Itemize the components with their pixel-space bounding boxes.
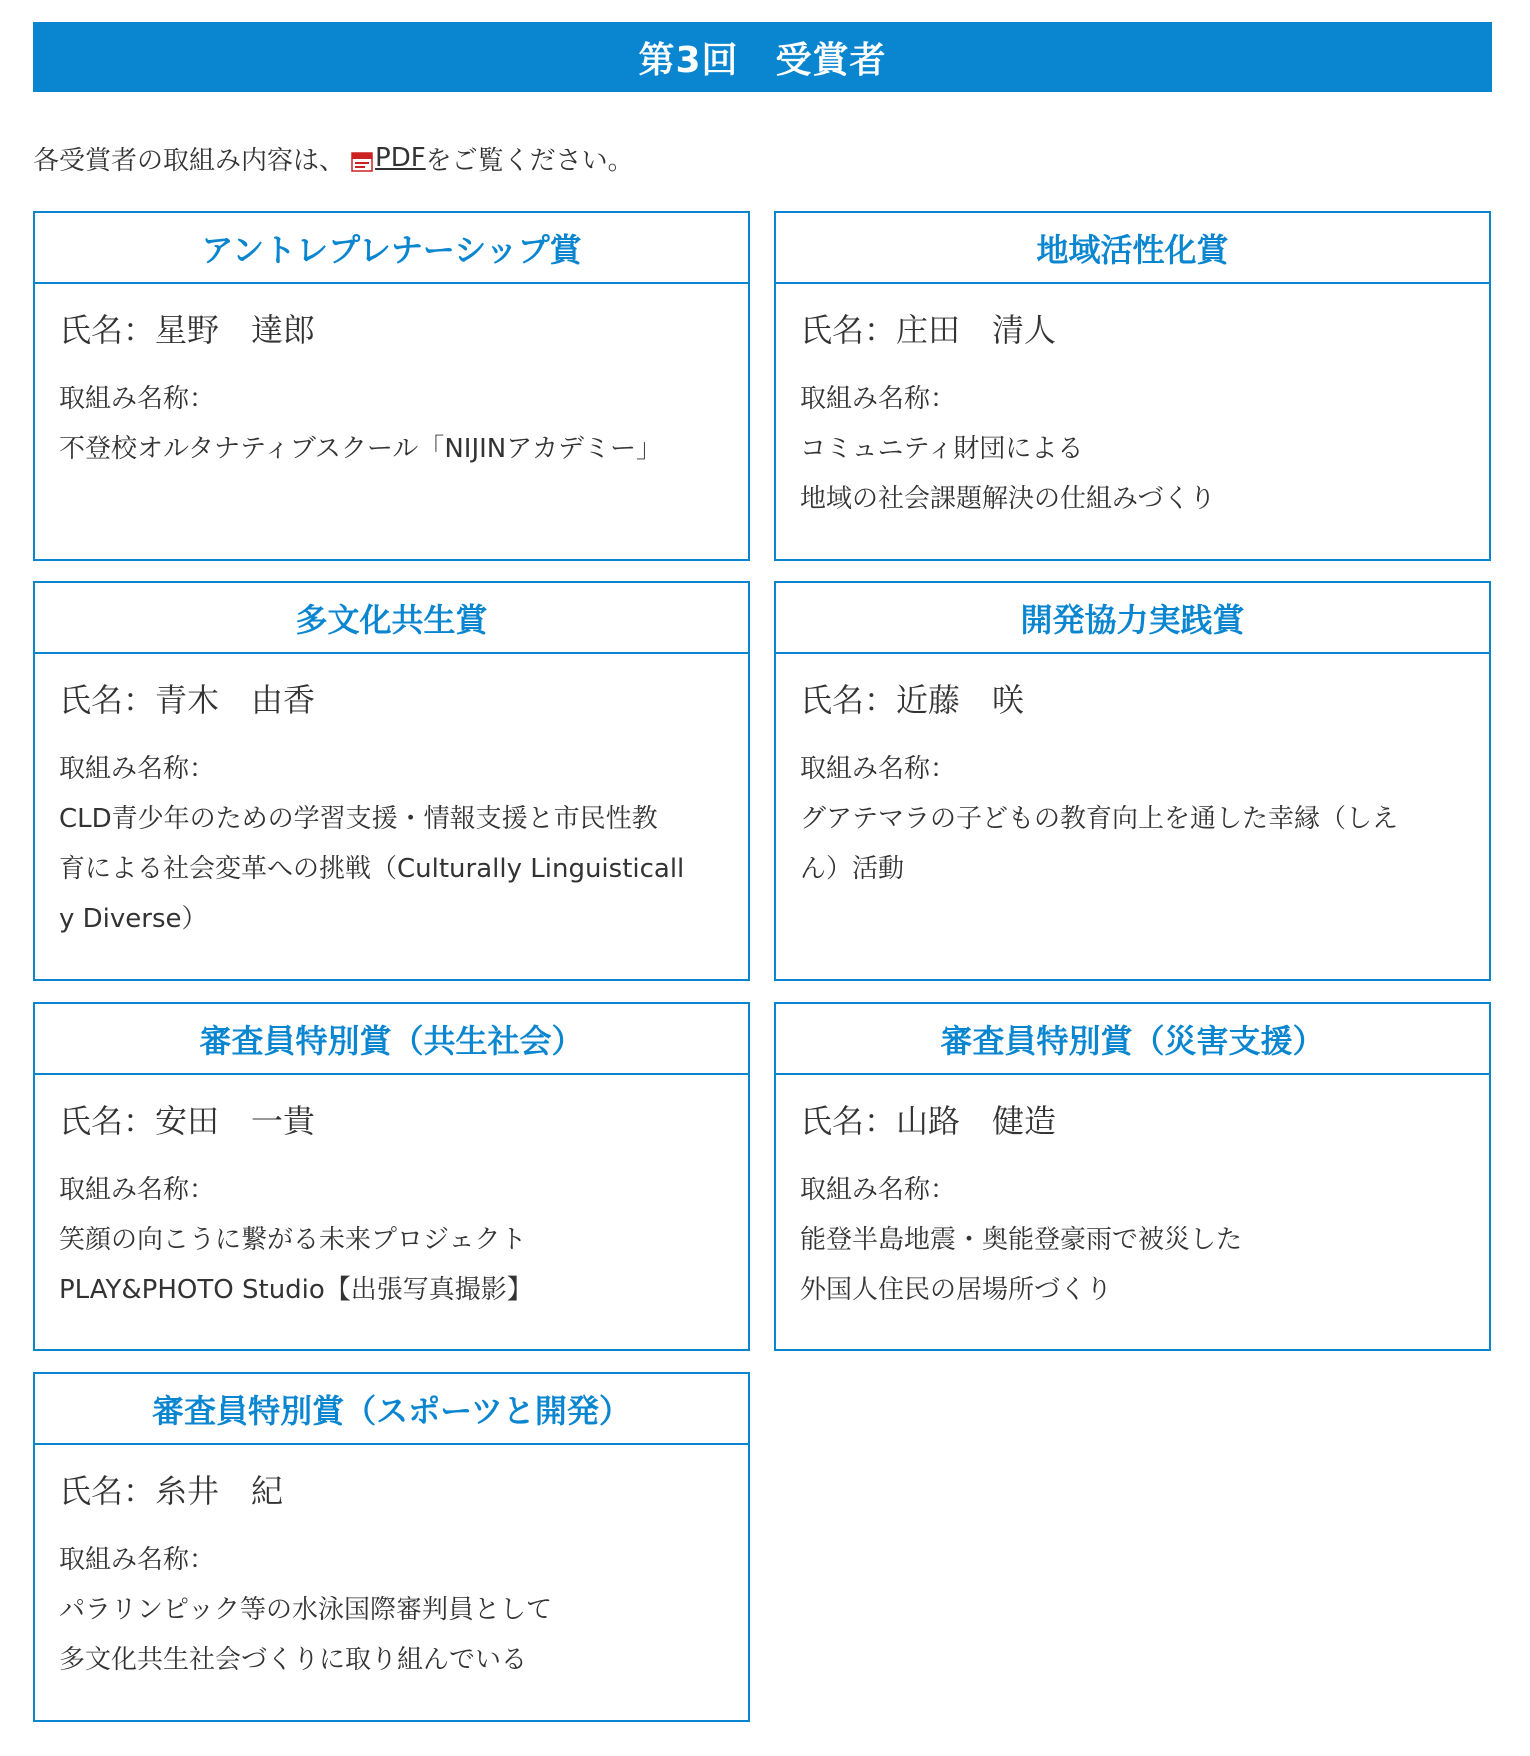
page-title: 第3回 受賞者 [33,22,1492,92]
winner-name: 氏名：山路 健造 [800,1102,1057,1140]
project-name-line: 笑顔の向こうに繋がる未来プロジェクト [59,1225,527,1255]
project-name-line: PLAY&PHOTO Studio【出張写真撮影】 [59,1275,533,1305]
pdf-icon [351,149,373,169]
project-name-line: ん）活動 [800,854,905,884]
winner-name: 氏名：近藤 咲 [800,681,1025,719]
award-title: アントレプレナーシップ賞 [35,213,748,284]
award-title: 審査員特別賞（スポーツと開発） [35,1374,748,1445]
award-card-regional-revitalization [774,211,1491,561]
project-name-line: 不登校オルタナティブスクール「NIJINアカデミー」 [59,434,662,464]
project-name-line: CLD青少年のための学習支援・情報支援と市民性教 [59,804,658,834]
award-title: 審査員特別賞（災害支援） [776,1004,1489,1075]
project-name-line: 多文化共生社会づくりに取り組んでいる [59,1645,528,1675]
winner-name: 氏名：安田 一貴 [59,1102,316,1140]
intro-text [33,138,634,178]
project-label: 取組み名称： [800,754,957,784]
project-name-line: 外国人住民の居場所づくり [800,1275,1113,1305]
project-name-line: コミュニティ財団による [800,434,1084,464]
award-title: 多文化共生賞 [35,583,748,654]
project-label: 取組み名称： [59,1175,216,1205]
intro-after: をご覧ください。 [425,145,634,176]
winner-name: 氏名：星野 達郎 [59,311,316,349]
intro-before: 各受賞者の取組み内容は、 [33,145,346,176]
project-label: 取組み名称： [800,384,957,414]
project-label: 取組み名称： [800,1175,957,1205]
project-name-line: グアテマラの子どもの教育向上を通した幸縁（しえ [800,804,1399,834]
winner-name: 氏名：青木 由香 [59,681,316,719]
pdf-link[interactable]: PDF [375,143,426,173]
award-card-special-sports-development [33,1372,750,1722]
winner-name: 氏名：糸井 紀 [59,1472,284,1510]
award-title: 審査員特別賞（共生社会） [35,1004,748,1075]
award-card-special-inclusive-society [33,1002,750,1351]
award-card-special-disaster-support [774,1002,1491,1351]
winner-name: 氏名：庄田 清人 [800,311,1057,349]
project-name-line: y Diverse） [59,904,208,934]
project-name-line: パラリンピック等の水泳国際審判員として [59,1595,552,1625]
project-name-line: 能登半島地震・奥能登豪雨で被災した [800,1225,1243,1255]
award-card-development-cooperation [774,581,1491,981]
award-title: 地域活性化賞 [776,213,1489,284]
project-label: 取組み名称： [59,1545,216,1575]
project-label: 取組み名称： [59,754,216,784]
award-card-multicultural [33,581,750,981]
award-title: 開発協力実践賞 [776,583,1489,654]
project-label: 取組み名称： [59,384,216,414]
project-name-line: 育による社会変革への挑戦（Culturally Linguisticall [59,854,685,884]
project-name-line: 地域の社会課題解決の仕組みづくり [800,484,1216,514]
award-card-entrepreneurship [33,211,750,561]
